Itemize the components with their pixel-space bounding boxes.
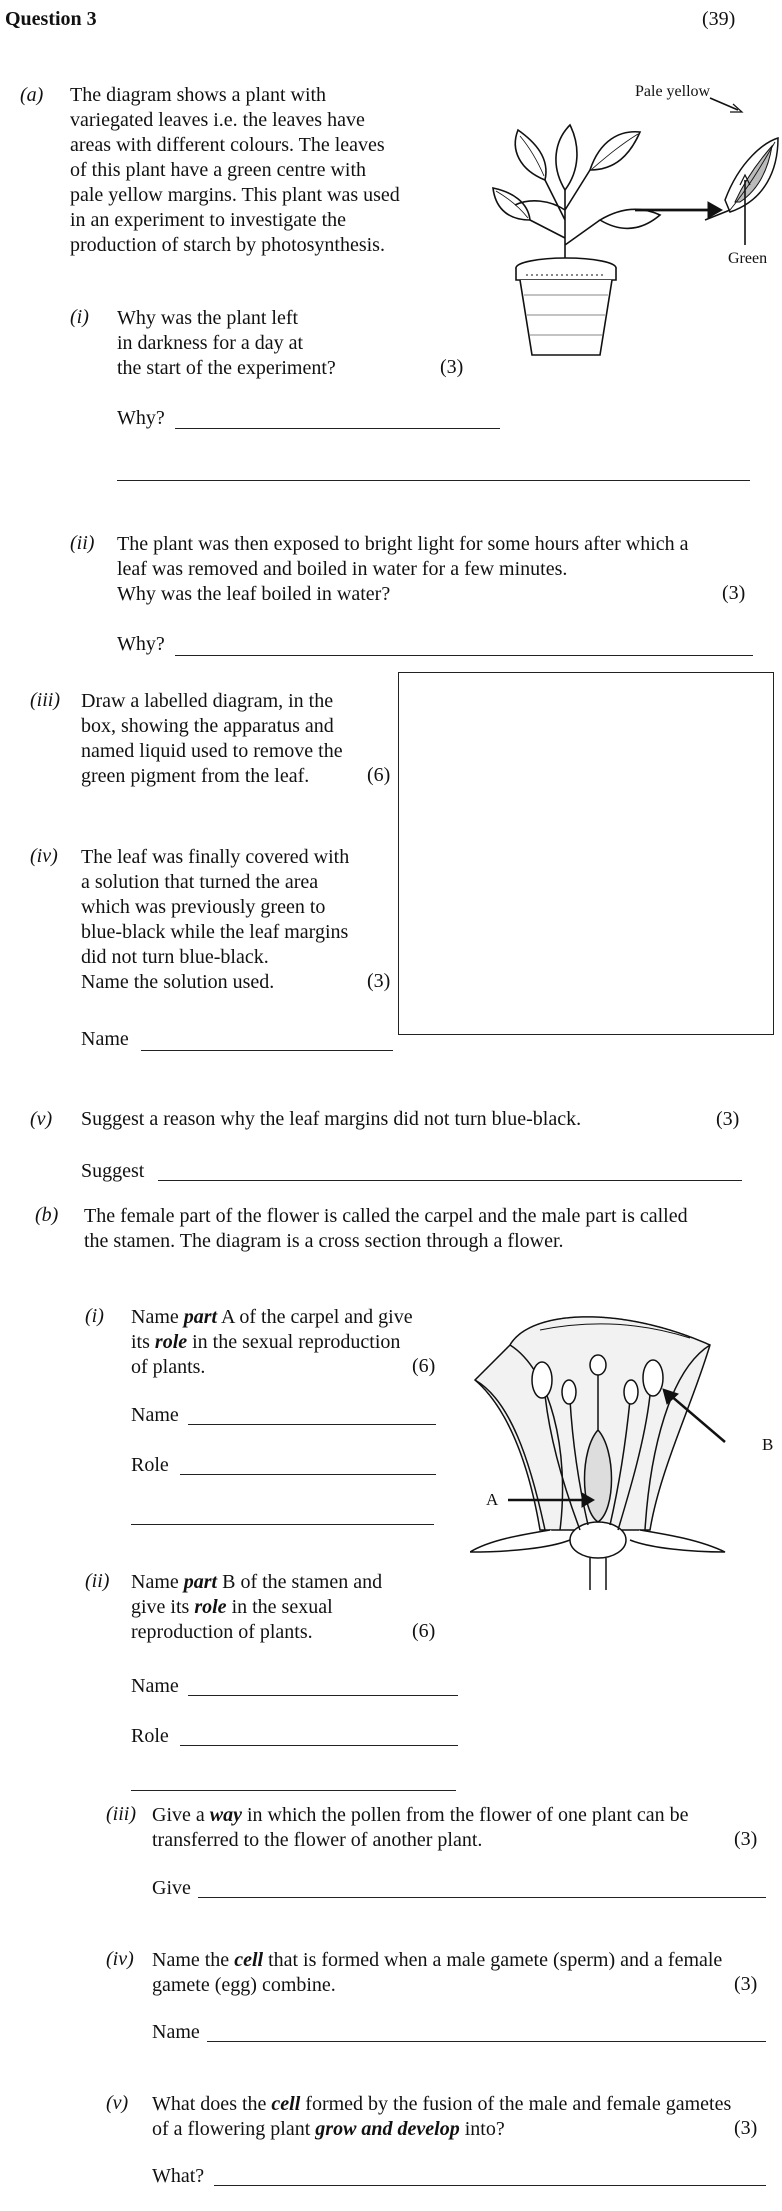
a-iv-answer-line[interactable] xyxy=(141,1050,393,1051)
label-pale-yellow: Pale yellow xyxy=(635,83,711,100)
b-i-role-line[interactable] xyxy=(180,1474,436,1475)
a-v-answer-line[interactable] xyxy=(158,1180,742,1181)
a-ii-answer-line[interactable] xyxy=(175,655,753,656)
a-i-answer-line-2[interactable] xyxy=(117,480,750,481)
anther-b xyxy=(643,1360,663,1396)
plant-pot xyxy=(520,280,612,355)
total-marks: (39) xyxy=(702,8,736,30)
a-v-prompt: Suggest xyxy=(81,1160,145,1182)
b-i-role-line-2[interactable] xyxy=(131,1524,434,1525)
a-ii-prompt: Why? xyxy=(117,633,165,655)
b-i-prompt-name: Name xyxy=(131,1404,179,1426)
b-ii-prompt-name: Name xyxy=(131,1675,179,1697)
b-ii-name-line[interactable] xyxy=(188,1695,458,1696)
b-i-marks: (6) xyxy=(412,1355,436,1377)
b-i-question: Name part A of the carpel and give its role in the sexual reproduction of plants. xyxy=(131,1306,413,1378)
part-b-label: (b) xyxy=(35,1204,59,1226)
b-v-question: What does the cell formed by the fusion of the male and female gametes of a flowering plant grow and develop into? xyxy=(152,2093,732,2140)
a-v-label: (v) xyxy=(30,1108,53,1130)
a-iv-marks: (3) xyxy=(367,970,391,992)
b-iii-label: (iii) xyxy=(106,1803,136,1825)
b-ii-marks: (6) xyxy=(412,1620,436,1642)
plant-leaf xyxy=(600,209,660,228)
b-iv-answer-line[interactable] xyxy=(207,2041,766,2042)
plant-diagram xyxy=(490,70,780,370)
a-iv-question: The leaf was finally covered with a solution that turned the area which was previously green to blue-black while the leaf margins did not turn blue-black. Name the solution used. xyxy=(81,846,350,993)
b-iii-prompt: Give xyxy=(152,1877,191,1899)
plant-leaf xyxy=(515,130,546,180)
a-ii-marks: (3) xyxy=(722,582,746,604)
a-iii-question: Draw a labelled diagram, in the box, showing the apparatus and named liquid used to remove the green pigment from the leaf. xyxy=(81,690,343,787)
b-ii-question: Name part B of the stamen and give its role in the sexual reproduction of plants. xyxy=(131,1571,383,1643)
a-ii-question: The plant was then exposed to bright light for some hours after which a leaf was removed and boiled in water for a few minutes. Why was the leaf boiled in water? xyxy=(117,533,689,605)
b-iv-label: (iv) xyxy=(106,1948,134,1970)
b-iv-marks: (3) xyxy=(734,1973,758,1995)
label-a: A xyxy=(486,1490,499,1509)
b-iv-question: Name the cell that is formed when a male gamete (sperm) and a female gamete (egg) combine. xyxy=(152,1949,723,1996)
a-i-answer-line[interactable] xyxy=(175,428,500,429)
a-v-marks: (3) xyxy=(716,1108,740,1130)
part-b-intro: The female part of the flower is called the carpel and the male part is called the stamen. The diagram is a cross section through a flower. xyxy=(84,1205,688,1252)
drawing-box[interactable] xyxy=(398,672,774,1035)
a-iv-prompt: Name xyxy=(81,1028,129,1050)
a-ii-label: (ii) xyxy=(70,532,95,554)
b-i-prompt-role: Role xyxy=(131,1454,169,1476)
b-i-label: (i) xyxy=(85,1305,104,1327)
b-v-answer-line[interactable] xyxy=(214,2185,766,2186)
label-green: Green xyxy=(728,250,768,267)
b-ii-prompt-role: Role xyxy=(131,1725,169,1747)
a-iii-marks: (6) xyxy=(367,764,391,786)
plant-leaf xyxy=(556,125,577,190)
b-iii-answer-line[interactable] xyxy=(198,1897,766,1898)
a-iv-label: (iv) xyxy=(30,845,58,867)
sepal xyxy=(470,1530,570,1552)
b-ii-label: (ii) xyxy=(85,1570,110,1592)
part-a-label: (a) xyxy=(20,84,44,106)
b-iv-prompt: Name xyxy=(152,2021,200,2043)
label-b: B xyxy=(762,1435,774,1454)
a-i-question: Why was the plant left in darkness for a day at the start of the experiment? xyxy=(117,307,336,379)
b-v-label: (v) xyxy=(106,2092,129,2114)
a-i-marks: (3) xyxy=(440,356,464,378)
a-i-prompt: Why? xyxy=(117,407,165,429)
b-iii-question: Give a way in which the pollen from the flower of one plant can be transferred to the flower of another plant. xyxy=(152,1804,689,1851)
b-ii-role-line-2[interactable] xyxy=(131,1790,456,1791)
sepal xyxy=(630,1530,725,1552)
b-v-marks: (3) xyxy=(734,2117,758,2139)
b-ii-role-line[interactable] xyxy=(180,1745,458,1746)
part-a-intro: The diagram shows a plant with variegated leaves i.e. the leaves have areas with different colours. The leaves of this plant have a green centre with pale yellow margins. This plant was used in an experiment to investigate the production of starch by photosynthesis. xyxy=(70,84,400,256)
anther xyxy=(532,1362,552,1398)
b-v-prompt: What? xyxy=(152,2165,205,2187)
a-i-label: (i) xyxy=(70,306,89,328)
b-i-name-line[interactable] xyxy=(188,1424,436,1425)
a-iii-label: (iii) xyxy=(30,689,60,711)
b-iii-marks: (3) xyxy=(734,1828,758,1850)
a-v-question: Suggest a reason why the leaf margins did not turn blue-black. xyxy=(81,1108,582,1130)
stigma xyxy=(590,1355,606,1375)
question-title: Question 3 xyxy=(5,8,97,30)
flower-diagram xyxy=(470,1290,780,1625)
